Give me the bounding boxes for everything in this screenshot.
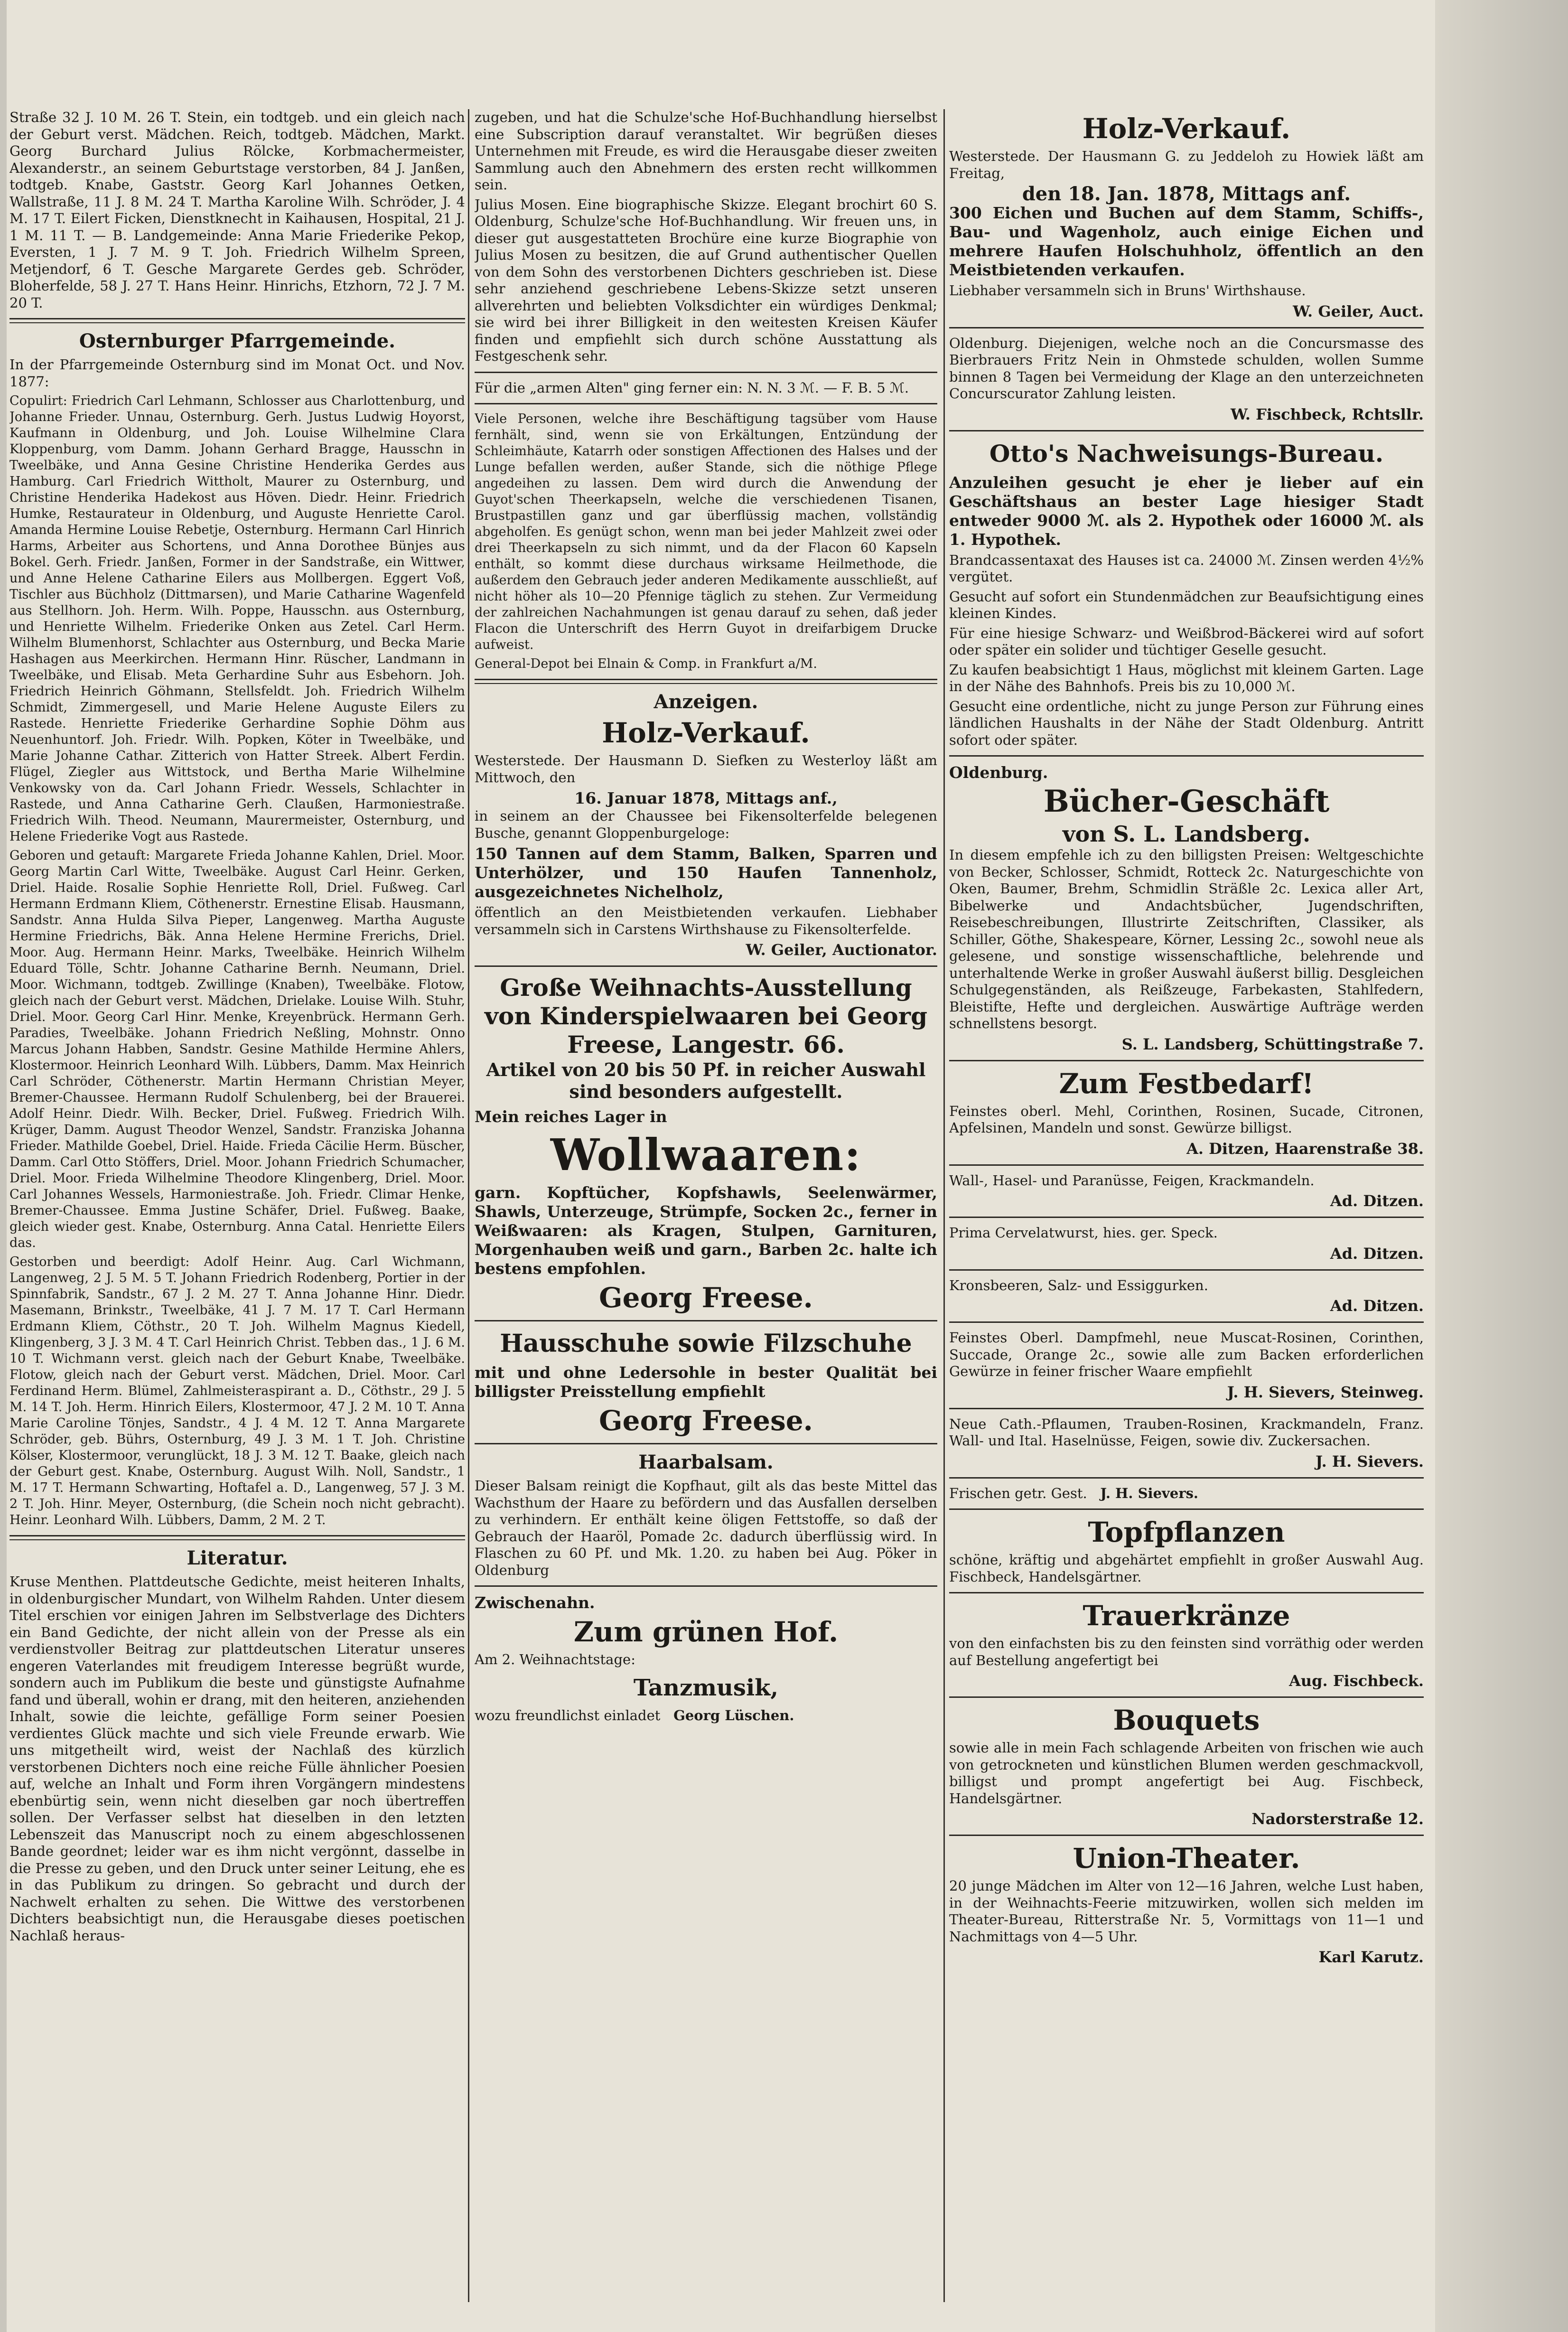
sievers-signature-1: J. H. Sievers, Steinweg. <box>1227 1383 1424 1401</box>
ditzen-signature-3: Ad. Ditzen. <box>1330 1297 1424 1315</box>
divider <box>475 1585 937 1587</box>
zwischenahn-place: Zwischenahn. <box>475 1593 595 1612</box>
column-1 <box>9 109 465 1947</box>
divider <box>949 1477 1424 1479</box>
divider <box>949 1508 1424 1510</box>
literature-continued: zugeben, und hat die Schulze'sche Hof-Buchhandlung hierselbst eine Subscription darauf veranstaltet. Wir begrüßen dieses Unternehmen mit Freude, es wird die Herausgabe dieser zweiten Sammlung auch den Abnehmern des ersten recht willkommen sein. <box>475 109 937 193</box>
divider <box>949 1217 1424 1218</box>
ditzen-cranberries: Kronsbeeren, Salz- und Essiggurken. <box>949 1277 1208 1293</box>
ditzen-sausage: Prima Cervelatwurst, hies. ger. Speck. <box>949 1225 1218 1241</box>
slippers-signature: Georg Freese. <box>599 1405 813 1437</box>
births-list: Geboren und getauft: Margarete Frieda Johanne Kahlen, Driel. Moor. Georg Martin Carl Witte, Tweelbäke. August Carl Heinr. Gerken, Driel. Haide. Rosalie Sophie Henriette Roll, Driel. Fußweg. Carl Hermann Erdmann Kliem, Cöthenerstr. Ernestine Elisab. Hausmann, Sandstr. Anna Hulda Silva Pieper, Langenweg. Martha Auguste Hermine Friedrichs, Bäk. Anna Helene Hermine Frerichs, Driel. Moor. Aug. Hermann Heinr. Marks, Tweelbäke. Heinrich Wilhelm Eduard Tölle, Schtr. Johanne Catharine Bernh. Neumann, Driel. Moor. Wichmann, todtgeb. Zwillinge (Knaben), Tweelbäke. Flotow, gleich nach der Geburt verst. Mädchen, Drielake. Louise Wilh. Stuhr, Driel. Moor. Georg Carl Hinr. Menke, Kreyenbrück. Hermann Gerh. Paradies, Tweelbäke. Johann Friedrich Neßling, Mohnstr. Onno Marcus Johann Habben, Sandstr. Gesine Mathilde Hermine Ahlers, Klostermoor. Heinrich Leonhard Wilh. Lübbers, Damm. Max Heinrich Carl Schröder, Cöthenerstr. Martin Hermann Christian Meyer, Bremer-Chaussee. Hermann Rudolf Schulenberg, bei der Brauerei. Adolf Heinr. Diedr. Wilh. Becker, Driel. Fußweg. Friedrich Wilh. Krüger, Damm. August Theodor Wenzel, Sandstr. Franziska Johanna Frieder. Mathilde Goebel, Driel. Haide. Frieda Cäcilie Herm. Büscher, Damm. Carl Otto Stöffers, Driel. Moor. Johann Friedrich Schumacher, Driel. Moor. Frieda Wilhelmine Theodore Klingenberg, Driel. Moor. Carl Johannes Wessels, Harmoniestraße. Joh. Friedr. Climar Henke, Bremer-Chaussee. Emma Justine Schäfer, Driel. Fußweg. Baake, gleich wieder gest. Knabe, Osternburg. Anna Catal. Henriette Eilers das. <box>9 848 465 1250</box>
guyot-advert: Viele Personen, welche ihre Beschäftigung tagsüber vom Hause fernhält, sind, wenn sie von Erkältungen, Entzündung der Schleimhäute, Katarrh oder sonstigen Affectionen des Halses und der Lunge befallen werden, außer Stande, sich die nöthige Pflege angedeihen zu lassen. Dem wird durch die Anwendung der Guyot'schen Theerkapseln, welche die verschiedenen Tisanen, Brustpastillen ganz und gar überflüssig machen, vollständig abgeholfen. Es genügt schon, wenn man bei jeder Mahlzeit zwei oder drei Theerkapseln zu sich nimmt, und da der Flacon 60 Kapseln enthält, so kommt diese durchaus wirksame Heilmethode, die außerdem den Gebrauch jeder anderen Medikamente ausschließt, auf nicht höher als 10—20 Pfennige täglich zu stehen. Zur Vermeidung der zahlreichen Nachahmungen ist genau darauf zu sehen, daß jeder Flacon die Unterschrift des Herrn Guyot in dreifarbigem Drucke aufweist. <box>475 412 937 652</box>
green-court-title: Zum grünen Hof. <box>573 1616 839 1648</box>
otto-bureau-title: Otto's Nachweisungs-Bureau. <box>989 439 1384 468</box>
union-theater-title: Union-Theater. <box>1073 1842 1300 1874</box>
sievers-flour: Feinstes Oberl. Dampfmehl, neue Muscat-Rosinen, Corinthen, Succade, Orange 2c., sowie alle zum Backen erforderlichen Gewürze in feiner frischer Waare empfiehlt <box>949 1330 1424 1379</box>
deaths-list: Gestorben und beerdigt: Adolf Heinr. Aug. Carl Wichmann, Langenweg, 2 J. 5 M. 5 T. Johann Friedrich Rodenberg, Portier in der Spinnfabrik, Sandstr., 67 J. 2 M. 27 T. Anna Johanne Hinr. Diedr. Masemann, Brinkstr., Tweelbäke, 41 J. 7 M. 17 T. Carl Hermann Erdmann Kliem, Cöthstr., 20 T. Joh. Wilhelm Magnus Kiedell, Klingenberg, 3 J. 3 M. 4 T. Carl Heinrich Christ. Tebben das., 1 J. 6 M. 10 T. Wichmann verst. gleich nach der Geburt Knabe, Tweelbäke. Flotow, gleich nach der Geburt verst. Mädchen, Driel. Moor. Carl Ferdinand Herm. Blümel, Zahlmeisteraspirant a. D., Cöthstr., 29 J. 5 M. 14 T. Joh. Herm. Hinrich Eilers, Klostermoor, 47 J. 2 M. 10 T. Anna Marie Caroline Tönjes, Sandstr., 4 J. 4 M. 12 T. Anna Margarete Schröder, geb. Bührs, Osternburg, 49 J. 3 M. 1 T. Joh. Christine Kölser, Klostermoor, verunglückt, 18 J. 3 M. 12 T. Baake, gleich nach der Geburt gest. Knabe, Osternburg. August Wilh. Noll, Sandstr., 1 M. 17 T. Hermann Schwarting, Hoftafel a. D., Langenweg, 57 J. 3 M. 2 T. Joh. Hinr. Meyer, Osternburg, (die Schein noch nicht gebracht). Heinr. Leonhard Wilh. Lübbers, Damm, 2 M. 2 T. <box>9 1255 465 1527</box>
sievers-plums: Neue Cath.-Pflaumen, Trauben-Rosinen, Krackmandeln, Franz. Wall- und Ital. Haselnüsse, Feigen, sowie div. Zuckersachen. <box>949 1415 1424 1449</box>
divider <box>949 755 1424 757</box>
wood-sale-text: Westerstede. Der Hausmann D. Siefken zu Westerloy läßt am Mittwoch, den <box>475 752 937 786</box>
column-2 <box>475 109 937 1727</box>
otto-household: Gesucht eine ordentliche, nicht zu junge Person zur Führung eines ländlichen Haushalts in der Nähe der Stadt Oldenburg. Antritt sofort oder später. <box>949 698 1424 748</box>
wood-sale-2-heading: Holz-Verkauf. <box>1082 112 1291 145</box>
union-theater-text: 20 junge Mädchen im Alter von 12—16 Jahren, welche Lust haben, in der Weihnachts-Feerie mitzuwirken, wollen sich melden im Theater-Bureau, Ritterstraße Nr. 5, Vormittags von 11—1 und Nachmittags von 4—5 Uhr. <box>949 1878 1424 1945</box>
donations-note: Für die „armen Alten" ging ferner ein: N. N. 3 ℳ. — F. B. 5 ℳ. <box>475 379 909 396</box>
divider <box>949 1592 1424 1593</box>
bookshop-text: In diesem empfehle ich zu den billigsten Preisen: Weltgeschichte von Becker, Schlosser, Schmidt, Rotteck 2c. Naturgeschichte von Oken, Baumer, Brehm, Schmidlin Sträßle 2c. Lexica aller Art, Bibelwerke und Andachtsbücher, Jugendschriften, Reisebeschreibungen, Illustrirte Zeitschriften, Classiker, als Schiller, Göthe, Shakespeare, Körner, Lessing 2c., sowohl neue als gelesene, und sonstige wissenschaftliche, belehrende und unterhaltende Werke in großer Auswahl äußerst billig. Desgleichen Schulgegenständen, als Reißzeuge, Farbekasten, Stahlfedern, Bleistifte, Hefte und dergleichen. Auswärtige Aufträge werden schnellstens besorgt. <box>949 847 1424 1031</box>
column-rule <box>943 109 945 2302</box>
wreaths-text: von den einfachsten bis zu den feinsten sind vorräthig oder werden auf Bestellung angefertigt bei <box>949 1635 1424 1668</box>
parish-heading: Osternburger Pfarrgemeinde. <box>79 330 396 352</box>
sievers-signature-2: J. H. Sievers. <box>1315 1452 1424 1470</box>
sievers-yeast: Frischen getr. Gest. <box>949 1485 1087 1501</box>
divider <box>949 1269 1424 1271</box>
wool-intro: Mein reiches Lager in <box>475 1107 667 1126</box>
divider <box>949 327 1424 328</box>
otto-maid: Gesucht auf sofort ein Stundenmädchen zur Beaufsichtigung eines kleinen Kindes. <box>949 588 1424 621</box>
wood-sale-signature: W. Geiler, Auctionator. <box>746 941 937 959</box>
festive-text: Feinstes oberl. Mehl, Corinthen, Rosinen, Sucade, Citronen, Apfelsinen, Mandeln und sonst. Gewürze billigst. <box>949 1103 1424 1136</box>
column-rule <box>468 109 469 2302</box>
divider <box>475 679 937 684</box>
wood-sale-location: in seinem an der Chaussee bei Fikensolterfelde belegenen Busche, genannt Gloppenburgeloge: <box>475 808 937 841</box>
otto-house: Zu kaufen beabsichtigt 1 Haus, möglichst mit kleinem Garten. Lage in der Nähe des Bahnhofs. Preis bis zu 10,000 ℳ. <box>949 661 1424 694</box>
marriages-list: Copulirt: Friedrich Carl Lehmann, Schlosser aus Charlottenburg, und Johanne Frieder. Unnau, Osternburg. Gerh. Justus Ludwig Hoyorst, Kaufmann in Oldenburg, und Joh. Louise Wilhelmine Clara Kloppenburg, vom Damm. Johann Gerhard Bragge, Hausschn in Tweelbäke, und Anna Gesine Christine Henderika Gerdes aus Hamburg. Carl Friedrich Wittholt, Maurer zu Osternburg, und Christine Henderika Hadekost aus Höven. Diedr. Heinr. Friedrich Humke, Restaurateur in Oldenburg, und Auguste Henriette Carol. Amanda Hermine Louise Rebetje, Osternburg. Hermann Carl Hinrich Harms, Arbeiter aus Schortens, und Anna Dorothee Bünjes aus Bokel. Gerh. Friedr. Janßen, Former in der Sandstraße, ein Wittwer, und Anne Helene Catharine Eilers aus Mollbergen. Eggert Voß, Tischler aus Büchholz (Dittmarsen), und Marie Catharine Wagenfeld aus Stellhorn. Joh. Herm. Wilh. Poppe, Hausschn. aus Osternburg, und Henriette Wilhelm. Friederike Onken aus Zetel. Carl Herm. Wilhelm Blumenhorst, Schlachter aus Osternburg, und Becka Marie Hashagen aus Meerkirchen. Hermann Hinr. Rüscher, Landmann in Tweelbäke, und Elisab. Meta Gerhardine Suhr aus Esbehorn. Joh. Friedrich Heinrich Göhmann, Stellsfeldt. Joh. Friedrich Wilhelm Schmidt, Zimmergesell, und Marie Helene Auguste Eilers zu Rastede. Henriette Friederike Gerhardine Sophie Döhm aus Neuenhuntorf. Joh. Friedr. Wilh. Popken, Köter in Tweelbäke, und Marie Johanne Cathar. Zitterich von Hatter Streek. Albert Ferdin. Flügel, Ziegler aus Wittstock, und Bertha Marie Wilhelmine Venkowsky von da. Carl Johann Friedr. Wessels, Schlachter in Rastede, und Anna Catharine Gerh. Claußen, Harmoniestraße. Friedrich Wilh. Theod. Neumann, Maurermeister, Osternburg, und Helene Friederike Vogt aus Rastede. <box>9 393 465 844</box>
divider <box>949 1696 1424 1698</box>
divider <box>9 1535 465 1540</box>
wood-sale-details: öffentlich an den Meistbietenden verkaufen. Liebhaber versammeln sich in Carstens Wirthshause zu Fikensolterfelde. <box>475 904 937 937</box>
green-court-signature: Georg Lüschen. <box>673 1707 794 1723</box>
literature-heading: Literatur. <box>187 1547 288 1569</box>
wood-sale-items: 150 Tannen auf dem Stamm, Balken, Sparren und Unterhölzer, und 150 Haufen Tannenholz, ausgezeichnetes Nichelholz, <box>475 844 937 901</box>
wood-sale-date: 16. Januar 1878, Mittags anf., <box>574 789 838 807</box>
death-notices: Straße 32 J. 10 M. 26 T. Stein, ein todtgeb. und ein gleich nach der Geburt verst. Mädchen. Reich, todtgeb. Mädchen, Markt. Georg Burchard Julius Rölcke, Korbmachermeister, Alexanderstr., an seinem Geburtstage verstorben, 84 J. Janßen, todtgeb. Knabe, Gaststr. Georg Karl Johannes Oetken, Wallstraße, 11 J. 8 M. 24 T. Martha Karoline Wilh. Schröder, J. 4 M. 17 T. Eilert Ficken, Dienstknecht in Kaihausen, Hospital, 21 J. 1 M. 11 T. — B. Landgemeinde: Anna Marie Friederike Pekop, Eversten, 1 J. 7 M. 9 T. Joh. Friedrich Wilhelm Spreen, Metjendorf, 6 T. Gesche Margarete Gerdes geb. Schröder, Bloherfelde, 58 J. 27 T. Hans Heinr. Hinrichs, Etzhorn, 72 J. 7 M. 20 T. <box>9 109 465 311</box>
divider <box>475 403 937 404</box>
wood-sale-2-signature: W. Geiler, Auct. <box>1293 302 1424 320</box>
pot-plants-text: schöne, kräftig und abgehärtet empfiehlt in großer Auswahl Aug. Fischbeck, Handelsgärtner. <box>949 1552 1424 1585</box>
wood-sale-2-date: den 18. Jan. 1878, Mittags anf. <box>1022 183 1351 205</box>
wool-goods-title: Wollwaaren: <box>550 1129 862 1180</box>
guyot-depot: General-Depot bei Elnain & Comp. in Frankfurt a/M. <box>475 656 818 671</box>
toy-exhibition-subtitle: Artikel von 20 bis 50 Pf. in reicher Auswahl sind besonders aufgestellt. <box>486 1059 926 1102</box>
divider <box>949 1164 1424 1166</box>
otto-interest: Brandcassentaxat des Hauses ist ca. 24000 ℳ. Zinsen werden 4½% vergütet. <box>949 552 1424 585</box>
bouquets-text: sowie alle in mein Fach schlagende Arbeiten von frischen wie auch von getrockneten und künstlichen Blumen werden geschmackvoll, billigst und prompt angefertigt bei Aug. Fischbeck, Handelsgärtner. <box>949 1740 1424 1807</box>
festive-title: Zum Festbedarf! <box>1059 1067 1314 1100</box>
ditzen-signature-2: Ad. Ditzen. <box>1330 1244 1424 1263</box>
literature-article: Kruse Menthen. Plattdeutsche Gedichte, meist heiteren Inhalts, in oldenburgischer Mundart, von Wilhelm Rahden. Unter diesem Titel erschien vor einigen Jahren im Selbstverlage des Dichters ein Band Gedichte, der nicht allein von der Presse als ein verdienstvoller Beitrag zur plattdeutschen Literatur unseres engeren Vaterlandes mit freudigem Interesse begrüßt wurde, sondern auch im Publikum die beste und günstigste Aufnahme fand und überall, wohin er drang, mit den heiteren, anziehenden Inhalt, sowie die leichte, gefällige Form seiner Poesien verdientes Glück machte und sich viele Freunde erwarb. Wie uns mitgetheilt wird, weist der Nachlaß des kürzlich verstorbenen Dichters noch eine reiche Fülle ähnlicher Poesien auf, welche an Inhalt und Form ihren Vorgängern mindestens ebenbürtig sein, wenn nicht dieselben gar noch übertreffen sollen. Der Verfasser selbst hat dieselben in den letzten Lebenszeit das Manuscript noch zu einem abgeschlossenen Bande geordnet; leider war es ihm nicht vergönnt, dasselbe in die Presse zu geben, und den Druck unter seiner Leitung, ehe es in das Publikum zu dringen. So gebracht und durch der Nachwelt erhalten zu sehen. Die Wittwe des verstorbenen Dichters beabsichtigt nun, die Herausgabe dieses poetischen Nachlaß heraus- <box>9 1573 465 1944</box>
hair-balm-title: Haarbalsam. <box>638 1451 774 1473</box>
bookshop-owner: von S. L. Landsberg. <box>1062 821 1311 847</box>
divider <box>949 1060 1424 1061</box>
adverts-heading: Anzeigen. <box>653 691 758 713</box>
ditzen-signature-1: Ad. Ditzen. <box>1330 1192 1424 1210</box>
green-court-text: Am 2. Weihnachtstage: <box>475 1651 635 1667</box>
page-edge <box>1435 0 1568 2332</box>
bouquets-title: Bouquets <box>1113 1704 1260 1736</box>
bankruptcy-signature: W. Fischbeck, Rchtsllr. <box>1230 405 1424 423</box>
divider <box>949 1321 1424 1323</box>
dance-music: Tanzmusik, <box>633 1674 779 1701</box>
divider <box>9 318 465 323</box>
wood-sale-2-details: Liebhaber versammeln sich in Bruns' Wirthshause. <box>949 282 1306 299</box>
hair-balm-text: Dieser Balsam reinigt die Kopfhaut, gilt als das beste Mittel das Wachsthum der Haare zu befördern und das Ausfallen derselben zu verhindern. Er enthält keine öligen Fettstoffe, so daß der Gebrauch der Haaröl, Pomade 2c. dadurch überflüssig wird. In Flaschen zu 60 Pf. und Mk. 1.20. zu haben bei Aug. Pöker in Oldenburg <box>475 1478 937 1578</box>
bankruptcy-notice: Oldenburg. Diejenigen, welche noch an die Concursmasse des Bierbrauers Fritz Nein in Ohmstede schulden, wollen Summe binnen 8 Tagen bei Vermeidung der Klage an den unterzeichneten Concurscurator Zahlung leisten. <box>949 335 1424 402</box>
sievers-signature-3: J. H. Sievers. <box>1100 1485 1199 1501</box>
bookshop-place: Oldenburg. <box>949 763 1048 782</box>
divider <box>475 372 937 373</box>
divider <box>949 430 1424 431</box>
bouquets-address: Nadorsterstraße 12. <box>1251 1810 1424 1828</box>
otto-bakery: Für eine hiesige Schwarz- und Weißbrod-Bäckerei wird auf sofort oder später ein solider und tüchtiger Geselle gesucht. <box>949 625 1424 658</box>
union-theater-signature: Karl Karutz. <box>1318 1948 1424 1966</box>
slippers-text: mit und ohne Ledersohle in bester Qualität bei billigster Preisstellung empfiehlt <box>475 1363 937 1401</box>
bookshop-title: Bücher-Geschäft <box>1043 784 1330 819</box>
mosen-review: Julius Mosen. Eine biographische Skizze. Elegant brochirt 60 S. Oldenburg, Schulze'sche Hof-Buchhandlung. Wir freuen uns, in dieser gut ausgestatteten Brochüre eine kurze Biographie von Julius Mosen zu besitzen, die auf Grund authentischer Quellen von dem Sohn des verstorbenen Dichters geschrieben ist. Diese sehr anziehend geschriebene Lebens-Skizze setzt unseren allverehrten und beliebten Volksdichter ein würdiges Denkmal; sie wird bei ihrer Billigkeit in den weitesten Kreisen Käufer finden und empfiehlt sich durch schöne Ausstattung als Festgeschenk sehr. <box>475 196 937 364</box>
divider <box>475 1443 937 1444</box>
freese-signature: Georg Freese. <box>599 1282 813 1314</box>
bookshop-signature: S. L. Landsberg, Schüttingstraße 7. <box>1121 1035 1424 1053</box>
divider <box>475 1320 937 1321</box>
wood-sale-heading: Holz-Verkauf. <box>602 717 810 749</box>
parish-intro: In der Pfarrgemeinde Osternburg sind im Monat Oct. und Nov. 1877: <box>9 356 465 390</box>
column-3 <box>949 109 1424 1970</box>
green-court-invite: wozu freundlichst einladet <box>475 1707 661 1723</box>
divider <box>475 965 937 967</box>
festive-signature: A. Ditzen, Haarenstraße 38. <box>1186 1139 1424 1158</box>
slippers-title: Hausschuhe sowie Filzschuhe <box>500 1329 912 1358</box>
wood-sale-2-text: Westerstede. Der Hausmann G. zu Jeddeloh zu Howiek läßt am Freitag, <box>949 148 1424 181</box>
wool-goods-text: garn. Kopftücher, Kopfshawls, Seelenwärmer, Shawls, Unterzeuge, Strümpfe, Socken 2c., ferner in Weißwaaren: als Kragen, Stulpen, Garnituren, Morgenhauben weiß und garn., Barben 2c. halte ich bestens empfohlen. <box>475 1183 937 1278</box>
toy-exhibition-title: Große Weihnachts-Ausstellung von Kinderspielwaaren bei Georg Freese, Langestr. 66. <box>484 974 928 1058</box>
wood-sale-2-items: 300 Eichen und Buchen auf dem Stamm, Schiffs-, Bau- und Wagenholz, auch einige Eichen und mehrere Haufen Holschuhholz, öffentlich an den Meistbietenden verkaufen. <box>949 204 1424 279</box>
wreaths-title: Trauerkränze <box>1083 1600 1290 1632</box>
divider <box>949 1835 1424 1836</box>
pot-plants-title: Topfpflanzen <box>1088 1516 1285 1548</box>
divider <box>949 1408 1424 1409</box>
wreaths-signature: Aug. Fischbeck. <box>1289 1672 1424 1690</box>
otto-loan: Anzuleihen gesucht je eher je lieber auf ein Geschäftshaus an bester Lage hiesiger Stadt entweder 9000 ℳ. als 2. Hypothek oder 16000 ℳ. als 1. Hypothek. <box>949 473 1424 549</box>
ditzen-nuts: Wall-, Hasel- und Paranüsse, Feigen, Krackmandeln. <box>949 1172 1315 1189</box>
